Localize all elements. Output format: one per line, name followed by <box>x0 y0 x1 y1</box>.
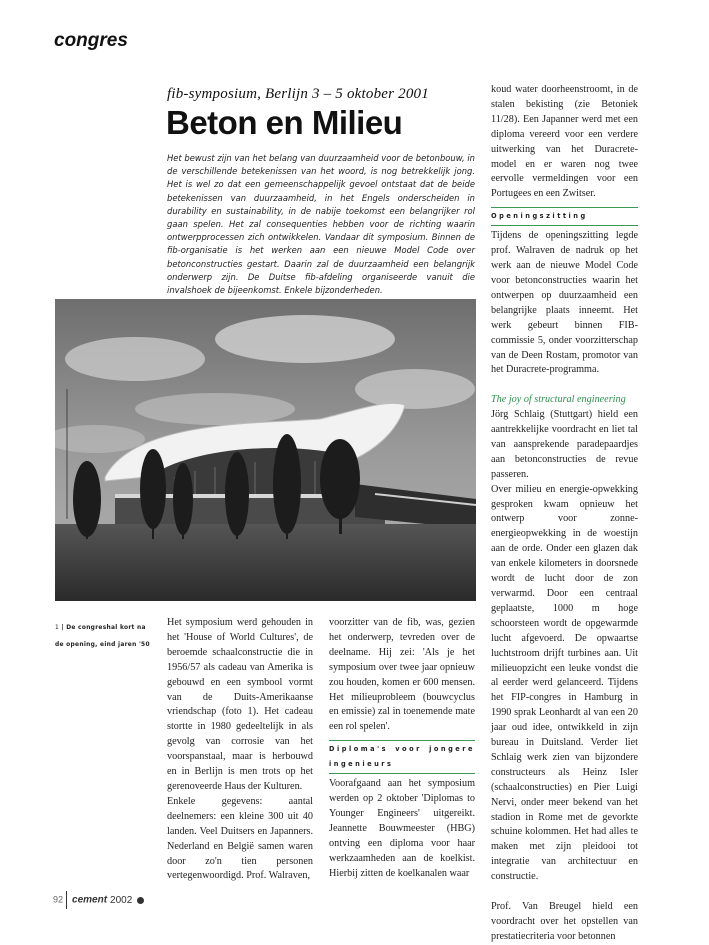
body-column-2 <box>329 616 475 882</box>
paragraph: Het symposium werd gehouden in het 'House of World Cultures', de beroemde schaalconstructie die in 1956/57 als cadeau van Amerika is gebouwd en een symbool vormt van de Duits-Amerikaanse vriendschap (foto 1). Het cadeau stortte in 1980 gedeeltelijk in als gevolg van corrosie van het voorspanstaal, maar is herbouwd en in Berlijn is men trots op het gerenoveerde Haus der Kulturen. <box>167 617 313 792</box>
paragraph: Prof. Van Breugel hield een voordracht over het opstellen van prestatiecriteria voor betonnen <box>491 901 638 942</box>
body-column-1 <box>167 616 313 884</box>
article-kicker: fib-symposium, Berlijn 3 – 5 oktober 2001 <box>167 86 429 102</box>
congress-hall-photo <box>55 299 476 601</box>
paragraph: koud water doorheenstroomt, in de stalen bekisting (zie Betoniek 11/28). Een Japanner werd met een diploma vereerd voor een verdere uitwerking van het Duracrete-model en er waren nog twee eervolle vermeldingen voor een Portugees en een Zwitser. <box>491 84 638 200</box>
article-title: Beton en Milieu <box>166 104 403 141</box>
page-number: 92 <box>53 894 64 905</box>
section-label: congres <box>54 30 128 51</box>
paragraph: Over milieu en energie-opwekking gesproken kwam opnieuw het ontwerp voor zonne-energieopwekking in de woestijn aan de orde. Onder een glazen dak van enkele kilometers in doorsnede wordt de lucht door de zon verwarmd. Door een centraal geplaatste, 1000 m hoge schoorsteen wordt de opgewarmde lucht afgevoerd. De opwaartse luchtstroom drijft turbines aan. Uit milieuopzicht een leuke vondst die al eerder werd gelanceerd. Tijdens het FIP-congres in Hamburg in 1990 sprak Leonhardt al van een 20 jaar oud idee, ontwikkeld in zijn bureau in Duitsland. Verder liet Schlaig werk zien van bijzondere constructeurs als Heinz Isler (schaalconstructies) en Pier Luigi Nervi, onder meer bekend van het stadion in Rome met de gevorkte schuine kolommen. Het had alles te maken met zijn pleidooi tot integratie van architectuur en constructie. <box>491 483 638 883</box>
caption-number: 1 <box>55 625 60 631</box>
body-column-3 <box>491 83 638 945</box>
magazine-logo-icon <box>137 897 144 904</box>
article-intro: Het bewust zijn van het belang van duurzaamheid voor de betonbouw, in de verschillende betekenissen van het woord, is nog betrekkelijk jong. Het is wel zo dat een gemeenschappelijk gevoel ontstaat dat de beide betekenissen van duurzaamheid, in het Engels onderscheiden in durability en sustainability, in de nabije toekomst een belangrijker rol gaan spelen. Het zal consequenties hebben voor de richting waarin ontwerpprocessen zich ontwikkelen. Vandaar dit symposium. Binnen de fib-organisatie is het werken aan een nieuwe Model Code over betonconstructies gestart. Daarin zal de duurzaamheid een belangrijk onderwerp zijn. De Duitse fib-afdeling organiseerde vanuit die invalshoek de bijeenkomst. Enkele bijzonderheden. <box>167 153 475 296</box>
magazine-name: cement <box>72 894 108 906</box>
subheading-joy: The joy of structural engineering <box>491 394 626 406</box>
paragraph: Jörg Schlaig (Stuttgart) hield een aantrekkelijke voordracht en liet tal van aansprekende paradepaardjes aan betonconstructies de revue passeren. <box>491 409 638 480</box>
paragraph: Tijdens de openingszitting legde prof. Walraven de nadruk op het werk aan de nieuwe Model Code voor betonconstructies waarin het ontwerpen op duurzaamheid een belangrijke plaats inneemt. Het werk gebeurt binnen FIB-commissie 5, onder voorzitterschap van de Deen Rostam, promotor van het Duracrete-programma. <box>491 230 638 376</box>
photo-caption: 1 | De congreshal kort na de opening, eind jaren '50 <box>55 625 150 648</box>
paragraph: voorzitter van de fib, was, gezien het onderwerp, tevreden over de deelname. Hij zei: 'Als je het symposium over twee jaar opnieuw zou houden, komen er 600 mensen. Het milieuprobleem (bouwcyclus en emissie) zal in toenemende mate een rol spelen'. <box>329 617 475 733</box>
page-footer <box>53 891 144 909</box>
subheading-opening: Openingszitting <box>491 207 638 226</box>
subheading-diplomas: Diploma's voor jongere ingenieurs <box>329 740 475 774</box>
footer-divider <box>66 891 67 909</box>
magazine-year: 2002 <box>110 894 133 906</box>
caption-text: De congreshal kort na de opening, eind jaren '50 <box>55 625 150 648</box>
paragraph: Voorafgaand aan het symposium werden op 2 oktober 'Diplomas to Younger Engineers' uitgereikt. Jeannette Bouwmeester (HBG) ontving een diploma voor haar werkzaamheden aan de koelkist. Hierbij zitten de koelkanalen waar <box>329 778 475 879</box>
paragraph: Enkele gegevens: aantal deelnemers: een kleine 300 uit 40 landen. Veel Duitsers en Japanners. Nederland en België samen waren door zo'n tien personen vertegenwoordigd. Prof. Walraven, <box>167 795 313 882</box>
